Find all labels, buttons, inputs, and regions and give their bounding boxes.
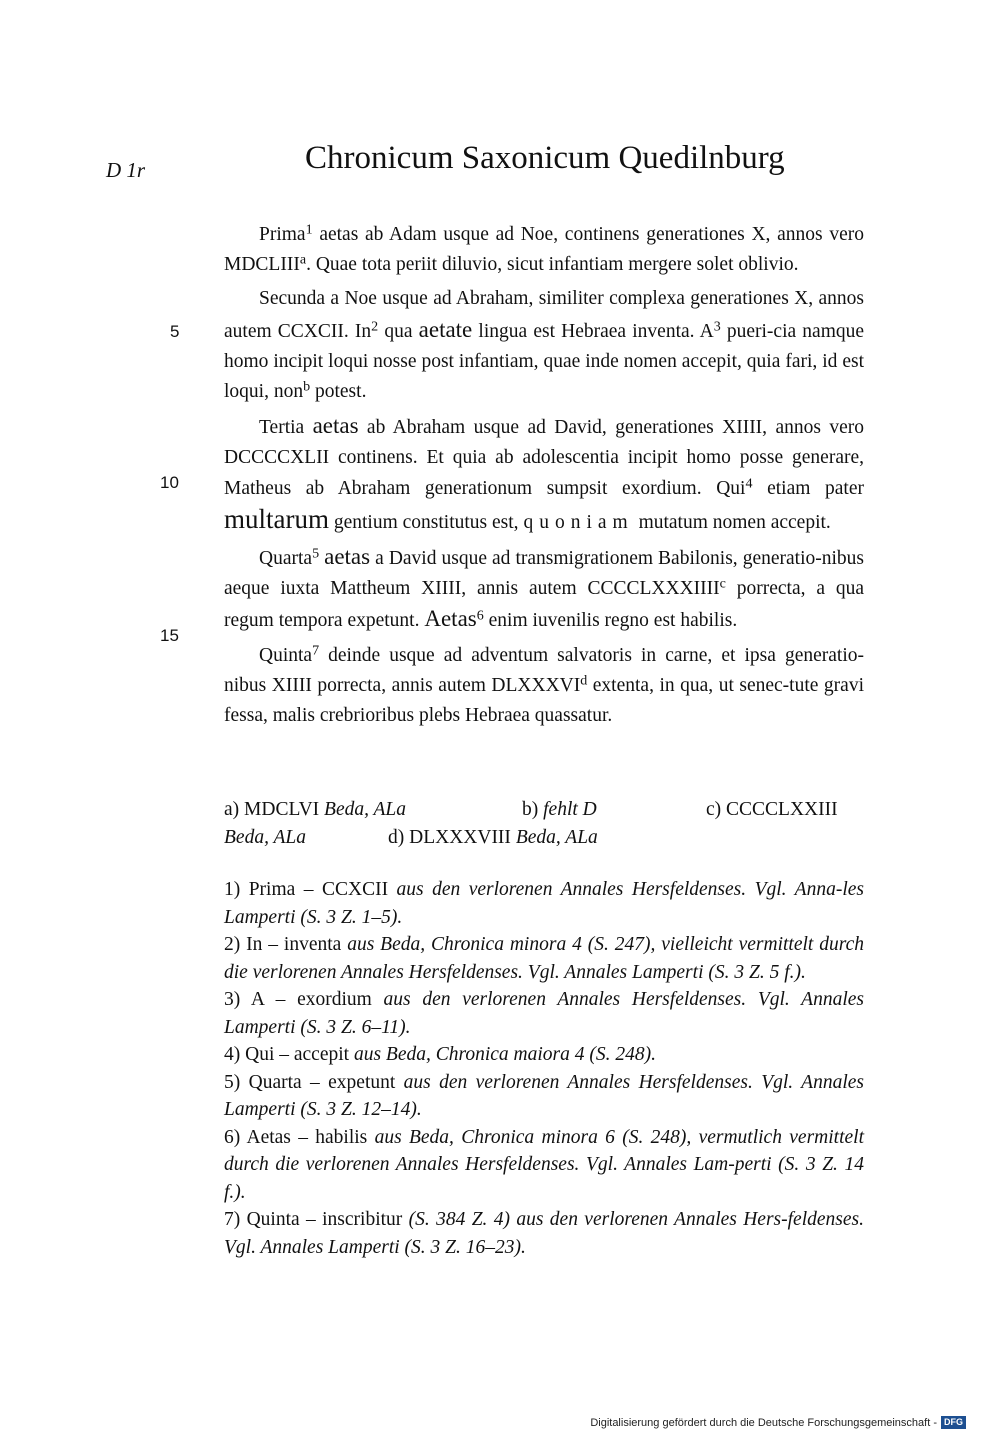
footnote-lemma: 7) Quinta – inscribitur bbox=[224, 1209, 409, 1230]
apparatus-ref: d bbox=[580, 672, 588, 689]
emphasized-word: aetas bbox=[324, 544, 371, 570]
footnote-lemma: 3) A – exordium bbox=[224, 989, 384, 1010]
text: a David usque ad transmigrationem Babilonis, generatio-nibus aeque iuxta Mattheum XIIII, annis autem CCCCLXXXIIII bbox=[224, 548, 865, 600]
note-ref: 2 bbox=[371, 318, 379, 335]
text: Quinta bbox=[259, 644, 313, 666]
text: qua bbox=[378, 320, 419, 342]
text: gentium constitutus est, bbox=[328, 511, 524, 533]
footnote bbox=[224, 1041, 864, 1069]
apparatus-row-1 bbox=[224, 796, 864, 824]
page-label: D 1r bbox=[106, 158, 146, 182]
dfg-logo: DFG bbox=[941, 1416, 966, 1429]
apparatus-entry-c: c) CCCCLXXIII bbox=[706, 799, 838, 820]
text: aetas ab Adam usque ad Noe, continens generationes X, annos vero MDCLIII bbox=[224, 224, 864, 276]
footnote-lemma: 4) Qui – accepit bbox=[224, 1044, 354, 1065]
apparatus-source: Beda, ALa bbox=[224, 827, 306, 848]
apparatus-ref: c bbox=[719, 575, 726, 592]
text: Quarta bbox=[259, 548, 313, 570]
page-title: Chronicum Saxonicum Quedilnburg bbox=[305, 140, 785, 176]
note-ref: 5 bbox=[312, 545, 320, 562]
paragraph-5 bbox=[224, 641, 864, 732]
text: Secunda a Noe usque ad Abraham, similiter complexa generationes X, annos autem CCXCII. In bbox=[224, 288, 864, 342]
apparatus-source: Beda, ALa bbox=[515, 827, 598, 848]
apparatus-source: fehlt D bbox=[543, 799, 597, 820]
text: pueri-cia namque homo incipit loqui nosse post infantiam, quae inde nomen accepit, quia fari, id est loqui, non bbox=[224, 320, 865, 403]
footnote-text: (S. 384 Z. 4) aus den verlorenen Annales Hers-feldenses. Vgl. Annales Lamperti (S. 3 Z. 16–23). bbox=[224, 1209, 864, 1258]
paragraph-3 bbox=[224, 411, 864, 538]
footnote bbox=[224, 986, 864, 1041]
main-text bbox=[224, 220, 864, 731]
note-ref: 7 bbox=[312, 642, 320, 659]
text: Tertia bbox=[259, 417, 313, 439]
text: potest. bbox=[310, 381, 367, 403]
footnote bbox=[224, 1206, 864, 1261]
footnote-lemma: 1) Prima – CCXCII bbox=[224, 879, 397, 900]
line-number-15: 15 bbox=[160, 626, 179, 645]
emphasized-word: aetate bbox=[418, 316, 473, 342]
footnote-lemma: 5) Quarta – expetunt bbox=[224, 1071, 404, 1093]
footnote-text: aus Beda, Chronica minora 6 (S. 248), vermutlich vermittelt durch die verlorenen Annales Hersfeldenses. Vgl. Annales Lam-perti (S. 3 Z. 14 f.). bbox=[224, 1126, 864, 1203]
footnote-text: aus den verlorenen Annales Hersfeldenses. Vgl. Annales Lamperti (S. 3 Z. 6–11). bbox=[224, 989, 864, 1038]
text: etiam pater bbox=[752, 477, 864, 499]
emphasized-word: aetas bbox=[312, 413, 359, 439]
text: extenta, in qua, ut senec-tute gravi fessa, malis crebrioribus plebs Hebraea quassatur. bbox=[224, 674, 864, 727]
line-number-10: 10 bbox=[160, 473, 179, 492]
text: mutatum nomen accepit. bbox=[633, 511, 831, 533]
footnote-lemma: 6) Aetas – habilis bbox=[224, 1126, 375, 1148]
apparatus-entry-b bbox=[522, 796, 597, 824]
footnote bbox=[224, 1124, 864, 1207]
note-ref: 3 bbox=[713, 318, 721, 335]
text: Prima bbox=[259, 224, 306, 245]
apparatus-entry-d bbox=[388, 824, 598, 852]
apparatus-row-2 bbox=[224, 824, 864, 852]
footer bbox=[590, 1416, 966, 1429]
footnote-text: aus den verlorenen Annales Hersfeldenses. Vgl. Anna-les Lamperti (S. 3 Z. 1–5). bbox=[224, 879, 864, 928]
paragraph-1 bbox=[224, 220, 864, 280]
text: deinde usque ad adventum salvatoris in carne, et ipsa generatio-nibus XIIII porrecta, annis autem DLXXXVI bbox=[224, 644, 864, 696]
line-number-5: 5 bbox=[170, 322, 180, 341]
note-ref: 6 bbox=[476, 608, 484, 625]
footnotes bbox=[224, 876, 864, 1261]
apparatus-label: a) MDCLVI bbox=[224, 799, 325, 820]
footnote-text: aus den verlorenen Annales Hersfeldenses. Vgl. Annales Lamperti (S. 3 Z. 12–14). bbox=[224, 1071, 864, 1120]
apparatus-label: b) bbox=[522, 799, 544, 820]
apparatus-entry-a bbox=[224, 796, 406, 824]
text: ab Abraham usque ad David, generationes XIIII, annos vero DCCCCXLII continens. Et quia ab adolescentia incipit homo posse generare, Matheus ab Abraham generationum sumpsit exordium. Qui bbox=[224, 417, 864, 499]
text: . Quae tota periit diluvio, sicut infantiam mergere solet oblivio. bbox=[306, 254, 799, 276]
footnote bbox=[224, 876, 864, 931]
paragraph-4 bbox=[224, 542, 864, 637]
footnote-text: aus Beda, Chronica minora 4 (S. 247), vielleicht vermittelt durch die verlorenen Annales Hersfeldenses. Vgl. Annales Lamperti (S. 3 Z. 5 f.). bbox=[224, 934, 864, 983]
apparatus-ref: b bbox=[303, 378, 311, 395]
spaced-word: quoniam bbox=[523, 511, 634, 533]
apparatus-ref: a bbox=[299, 251, 307, 268]
footer-credit: Digitalisierung gefördert durch die Deutsche Forschungsgemeinschaft - bbox=[590, 1416, 937, 1429]
apparatus-label: d) DLXXXVIII bbox=[388, 827, 516, 848]
footnote bbox=[224, 931, 864, 986]
text: porrecta, a qua regum tempora expetunt. bbox=[224, 578, 864, 632]
emphasized-word: Aetas bbox=[424, 606, 477, 632]
note-ref: 1 bbox=[305, 221, 313, 238]
critical-apparatus bbox=[224, 796, 864, 852]
paragraph-2 bbox=[224, 284, 864, 407]
text: enim iuvenilis regno est habilis. bbox=[483, 610, 738, 632]
text: lingua est Hebraea inventa. A bbox=[472, 320, 714, 342]
emphasized-word: multarum bbox=[224, 503, 329, 534]
footnote-lemma: 2) In – inventa bbox=[224, 934, 348, 955]
footnote-text: aus Beda, Chronica maiora 4 (S. 248). bbox=[353, 1044, 657, 1065]
note-ref: 4 bbox=[745, 475, 753, 492]
footnote bbox=[224, 1069, 864, 1124]
apparatus-source: Beda, ALa bbox=[324, 799, 407, 820]
